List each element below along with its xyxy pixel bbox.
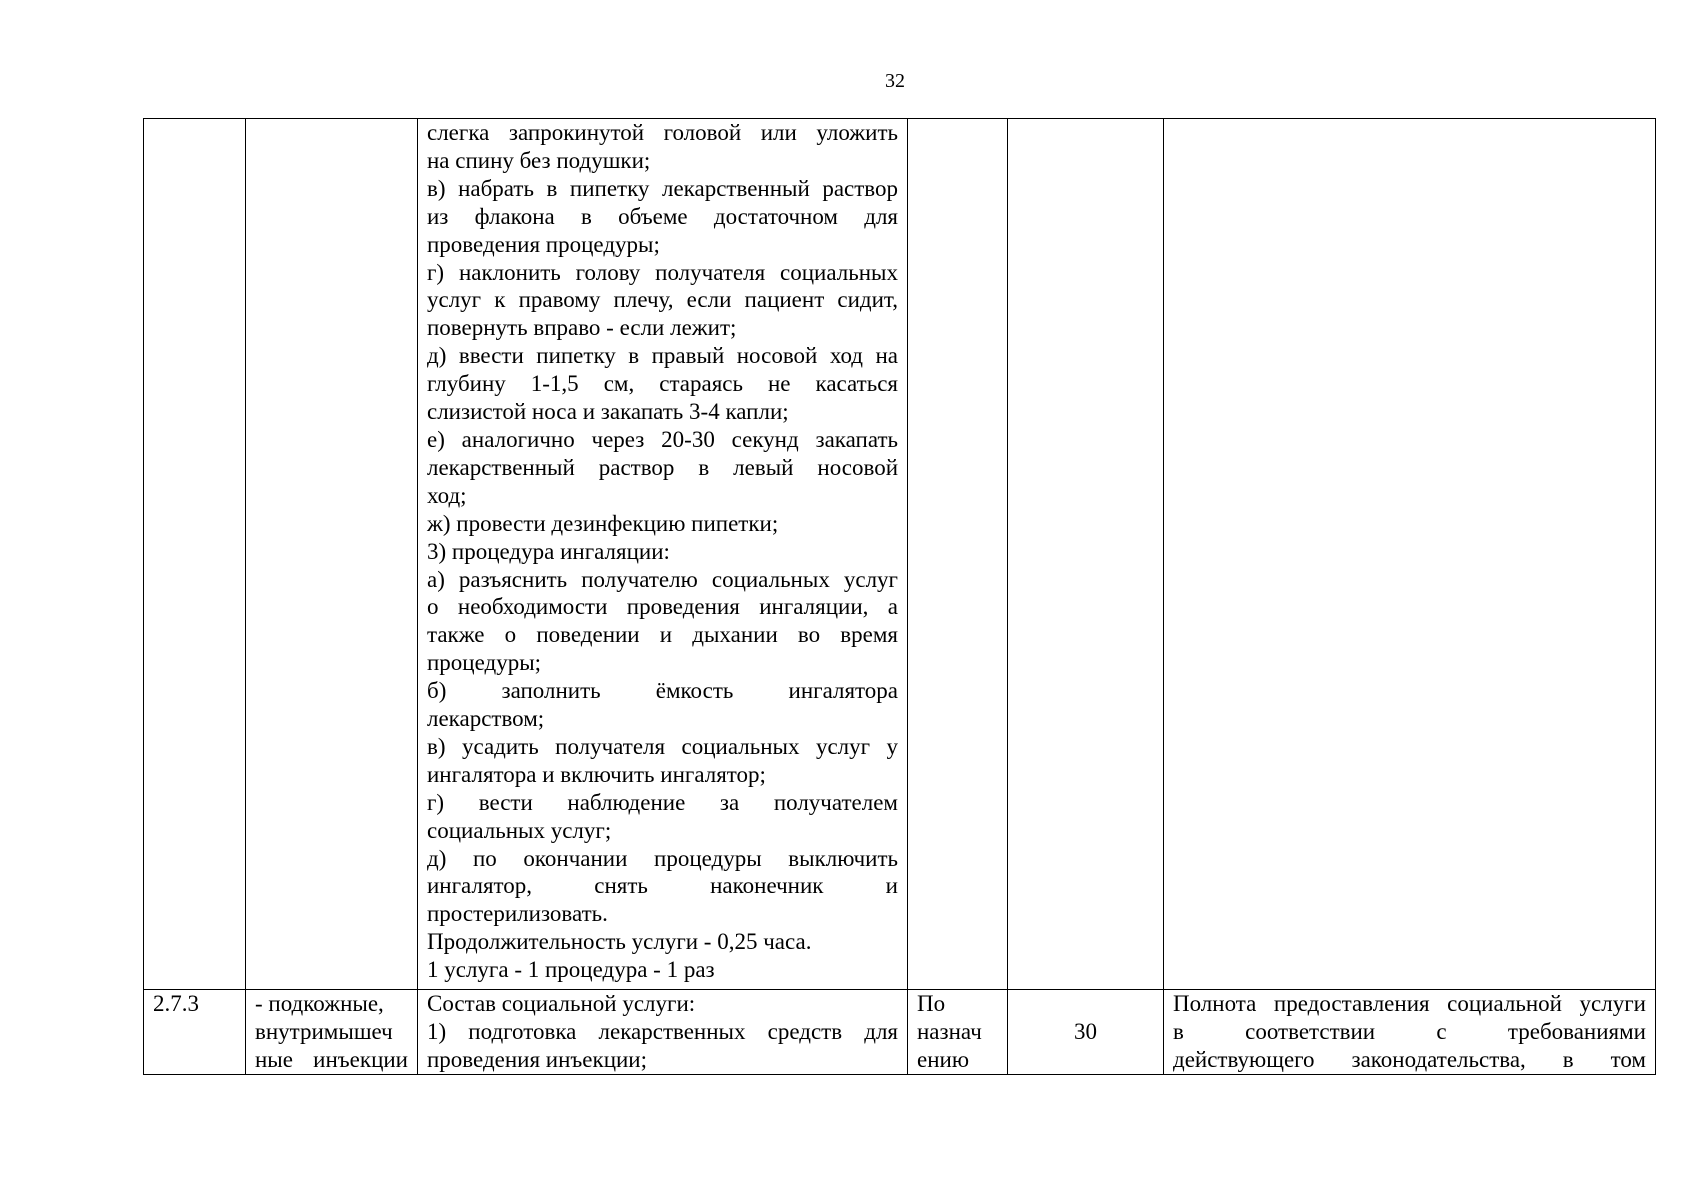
text-line: Продолжительность услуги - 0,25 часа.: [427, 929, 812, 955]
text-line: г) наклонить голову получателя социальных: [427, 259, 898, 285]
service-duration: 30: [1074, 1018, 1097, 1044]
page-number: 32: [885, 70, 905, 92]
text-line: 1) подготовка лекарственных средств для: [427, 1018, 898, 1044]
text-line: на спину без подушки;: [427, 147, 651, 173]
text-line: о необходимости проведения ингаляции, а: [427, 594, 898, 620]
text-line: ению: [917, 1046, 970, 1072]
text-line: в соответствии с требованиями: [1173, 1018, 1646, 1044]
text-line: проведения процедуры;: [427, 231, 660, 257]
text-line: слегка запрокинутой головой или уложить: [427, 120, 898, 145]
table-row: [144, 990, 1656, 1075]
service-frequency-cell: [908, 990, 1008, 1075]
text-line: назнач: [917, 1018, 982, 1044]
text-line: ингалятора и включить ингалятор;: [427, 761, 766, 787]
service-quality-cell: [1164, 990, 1656, 1075]
service-name: [255, 990, 408, 1074]
text-line: услуг к правому плечу, если пациент сидит,: [427, 287, 898, 313]
text-line: 1 услуга - 1 процедура - 1 раз: [427, 957, 715, 983]
table-row: [144, 119, 1656, 990]
text-line: действующего законодательства, в том: [1173, 1046, 1646, 1072]
services-table: [143, 118, 1656, 1075]
service-number-cell: [144, 990, 246, 1075]
text-line: г) вести наблюдение за получателем: [427, 789, 898, 815]
text-line: ж) провести дезинфекцию пипетки;: [427, 510, 779, 536]
text-line: социальных услуг;: [427, 817, 612, 843]
service-duration-cell: [1008, 119, 1164, 990]
text-line: простерилизовать.: [427, 901, 608, 927]
text-line: также о поведении и дыхании во время: [427, 622, 898, 648]
service-quality-cell: [1164, 119, 1656, 990]
service-name-cell: [246, 990, 418, 1075]
service-name-cell: [246, 119, 418, 990]
text-line: а) разъяснить получателю социальных услуг: [427, 566, 898, 592]
text-line: - подкожные,: [255, 991, 384, 1016]
text-line: ные инъекции: [255, 1046, 408, 1072]
text-line: ход;: [427, 482, 467, 508]
text-line: в) набрать в пипетку лекарственный раствор: [427, 175, 898, 201]
service-number: 2.7.3: [153, 991, 199, 1016]
text-line: из флакона в объеме достаточном для: [427, 203, 898, 229]
service-description-cell: [418, 990, 908, 1075]
text-line: 3) процедура ингаляции:: [427, 538, 670, 564]
service-description: [427, 990, 898, 1074]
text-line: лекарственный раствор в левый носовой: [427, 454, 898, 480]
text-line: слизистой носа и закапать 3-4 капли;: [427, 399, 789, 425]
service-number-cell: [144, 119, 246, 990]
service-description: [427, 119, 898, 984]
text-line: внутримышеч: [255, 1018, 393, 1044]
text-line: б) заполнить ёмкость ингалятора: [427, 678, 898, 704]
service-frequency: [917, 990, 998, 1074]
text-line: процедуры;: [427, 650, 542, 676]
service-duration-cell: [1008, 990, 1164, 1075]
service-frequency-cell: [908, 119, 1008, 990]
text-line: проведения инъекции;: [427, 1046, 648, 1072]
text-line: повернуть вправо - если лежит;: [427, 315, 737, 341]
text-line: По: [917, 991, 946, 1016]
text-line: д) по окончании процедуры выключить: [427, 845, 898, 871]
service-description-cell: [418, 119, 908, 990]
text-line: глубину 1-1,5 см, стараясь не касаться: [427, 371, 898, 397]
text-line: лекарством;: [427, 706, 545, 732]
text-line: д) ввести пипетку в правый носовой ход на: [427, 343, 898, 369]
text-line: Полнота предоставления социальной услуги: [1173, 991, 1646, 1016]
service-quality: [1173, 990, 1646, 1074]
text-line: е) аналогично через 20-30 секунд закапать: [427, 426, 898, 452]
text-line: ингалятор, снять наконечник и: [427, 873, 898, 899]
text-line: Состав социальной услуги:: [427, 991, 696, 1016]
text-line: в) усадить получателя социальных услуг у: [427, 733, 898, 759]
